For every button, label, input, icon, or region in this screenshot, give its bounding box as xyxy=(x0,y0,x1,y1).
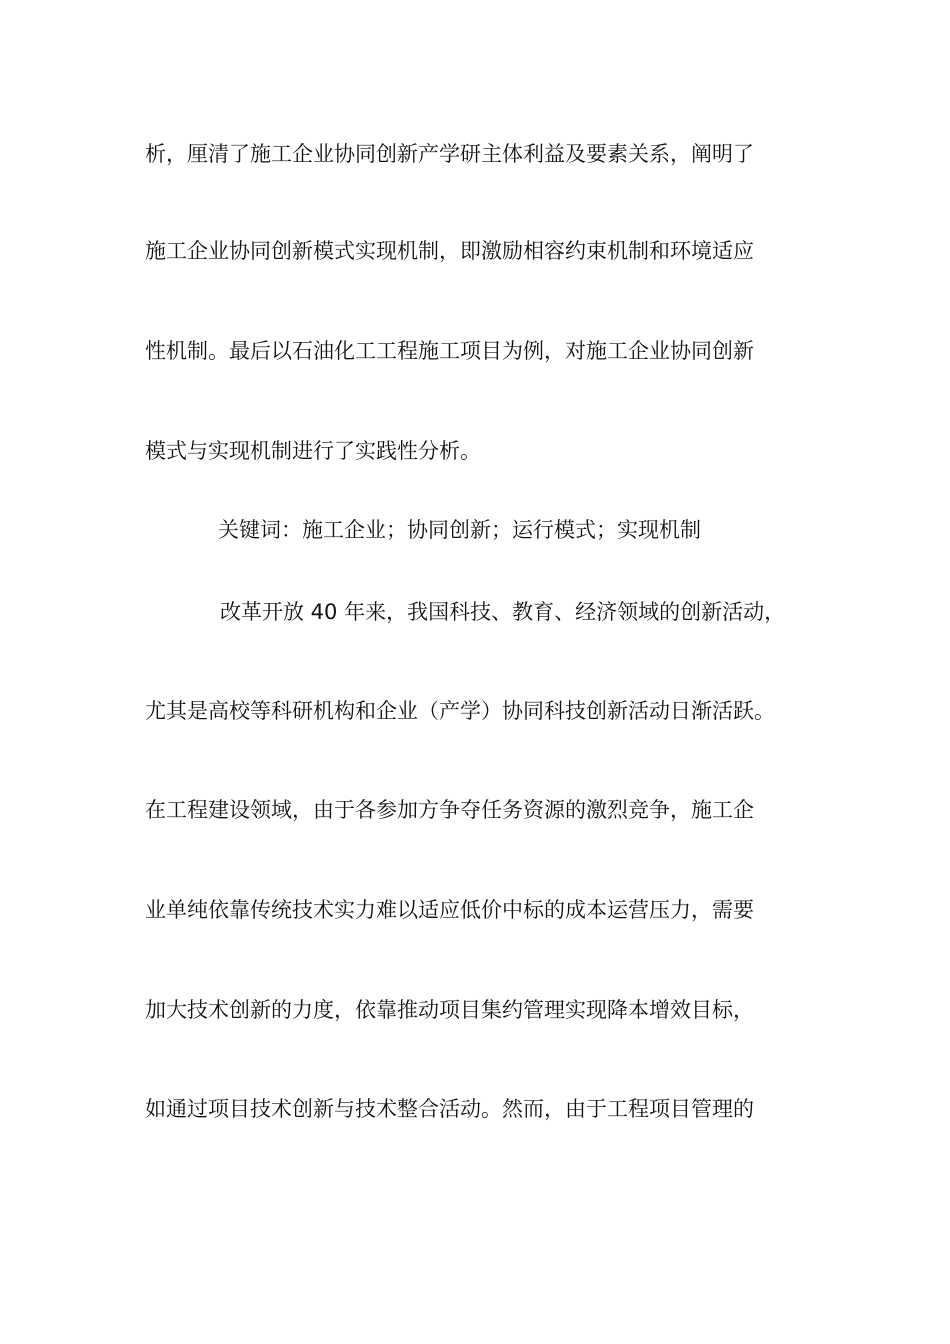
abstract-line: 析，厘清了施工企业协同创新产学研主体利益及要素关系，阐明了 xyxy=(145,142,754,166)
body-paragraph-first-line: 改革开放 40 年来，我国科技、教育、经济领域的创新活动， xyxy=(220,600,786,624)
body-line: 业单纯依靠传统技术实力难以适应低价中标的成本运营压力，需要 xyxy=(145,898,754,922)
abstract-line: 性机制。最后以石油化工工程施工项目为例，对施工企业协同创新 xyxy=(145,339,754,363)
abstract-line: 模式与实现机制进行了实践性分析。 xyxy=(145,439,481,463)
body-line: 尤其是高校等科研机构和企业（产学）协同科技创新活动日渐活跃。 xyxy=(145,699,775,723)
body-line: 如通过项目技术创新与技术整合活动。然而，由于工程项目管理的 xyxy=(145,1097,754,1121)
body-line: 加大技术创新的力度，依靠推动项目集约管理实现降本增效目标， xyxy=(145,998,754,1022)
body-line: 在工程建设领域，由于各参加方争夺任务资源的激烈竞争，施工企 xyxy=(145,798,754,822)
keywords-line: 关键词：施工企业；协同创新；运行模式；实现机制 xyxy=(218,518,701,542)
abstract-line: 施工企业协同创新模式实现机制，即激励相容约束机制和环境适应 xyxy=(145,239,754,263)
